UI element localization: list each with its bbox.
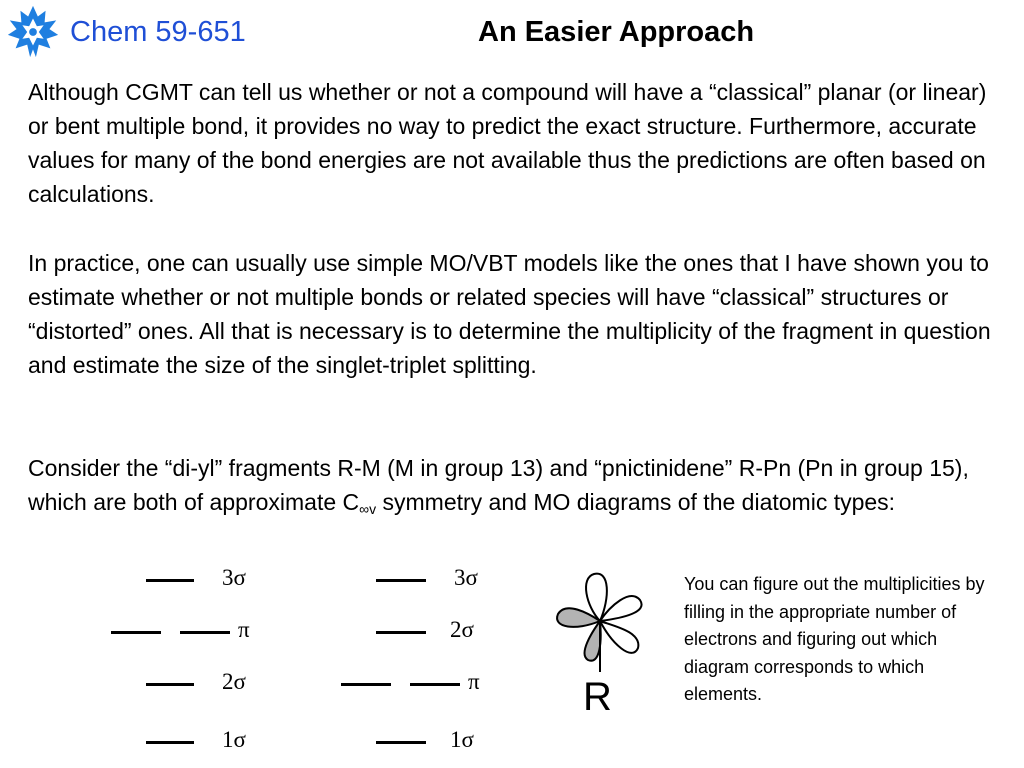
- substituent-r-label: R: [583, 675, 612, 719]
- paragraph-practice: In practice, one can usually use simple MO/VBT models like the ones that I have shown you to estimate whether or not multiple bonds or related species will have “classical” structures or “distorted” ones. All that is necessary is to determine the multiplicity of the fragment in question and estimate the size of the singlet-triplet splitting.: [28, 250, 991, 378]
- level-1sigma-left: [146, 741, 194, 744]
- level-3sigma-left: [146, 579, 194, 582]
- level-pi-left-a: [111, 631, 161, 634]
- level-pi-left-b: [180, 631, 230, 634]
- label-1sigma-right: 1σ: [450, 727, 474, 752]
- level-pi-right-b: [410, 683, 460, 686]
- symmetry-subscript: ∞v: [359, 501, 377, 517]
- paragraph-fragments-start: Consider the “di-yl” fragments R-M (M in group 13) and “pnictinidene” R-Pn (Pn in group 15), which are both of approximate C: [28, 455, 969, 515]
- level-pi-right-a: [341, 683, 391, 686]
- label-3sigma-right: 3σ: [454, 565, 478, 590]
- label-2sigma-right: 2σ: [450, 617, 474, 642]
- level-3sigma-right: [376, 579, 426, 582]
- lobe-lower-left-shaded: [585, 621, 601, 661]
- paragraph-fragments-end: symmetry and MO diagrams of the diatomic types:: [376, 489, 896, 515]
- label-pi-left: π: [238, 617, 250, 642]
- course-title: Chem 59-651: [70, 16, 246, 48]
- level-2sigma-right: [376, 631, 426, 634]
- label-3sigma-left: 3σ: [222, 565, 246, 590]
- label-2sigma-left: 2σ: [222, 669, 246, 694]
- label-1sigma-left: 1σ: [222, 727, 246, 752]
- label-pi-right: π: [468, 669, 480, 694]
- paragraph-fragments: [28, 451, 1003, 526]
- level-1sigma-right: [376, 741, 426, 744]
- multiplicity-note: You can figure out the multiplicities by filling in the appropriate number of electrons and figuring out which diagram corresponds to which elements.: [684, 574, 985, 704]
- level-2sigma-left: [146, 683, 194, 686]
- maple-leaf-icon: [4, 3, 62, 61]
- paragraph-cgmt: Although CGMT can tell us whether or not a compound will have a “classical” planar (or linear) or bent multiple bond, it provides no way to predict the exact structure. Furthermore, accurate values for many of the bond energies are not available thus the predictions are often based on calculations.: [28, 79, 987, 207]
- lobe-lower-right: [600, 621, 638, 653]
- slide-title: An Easier Approach: [478, 16, 755, 48]
